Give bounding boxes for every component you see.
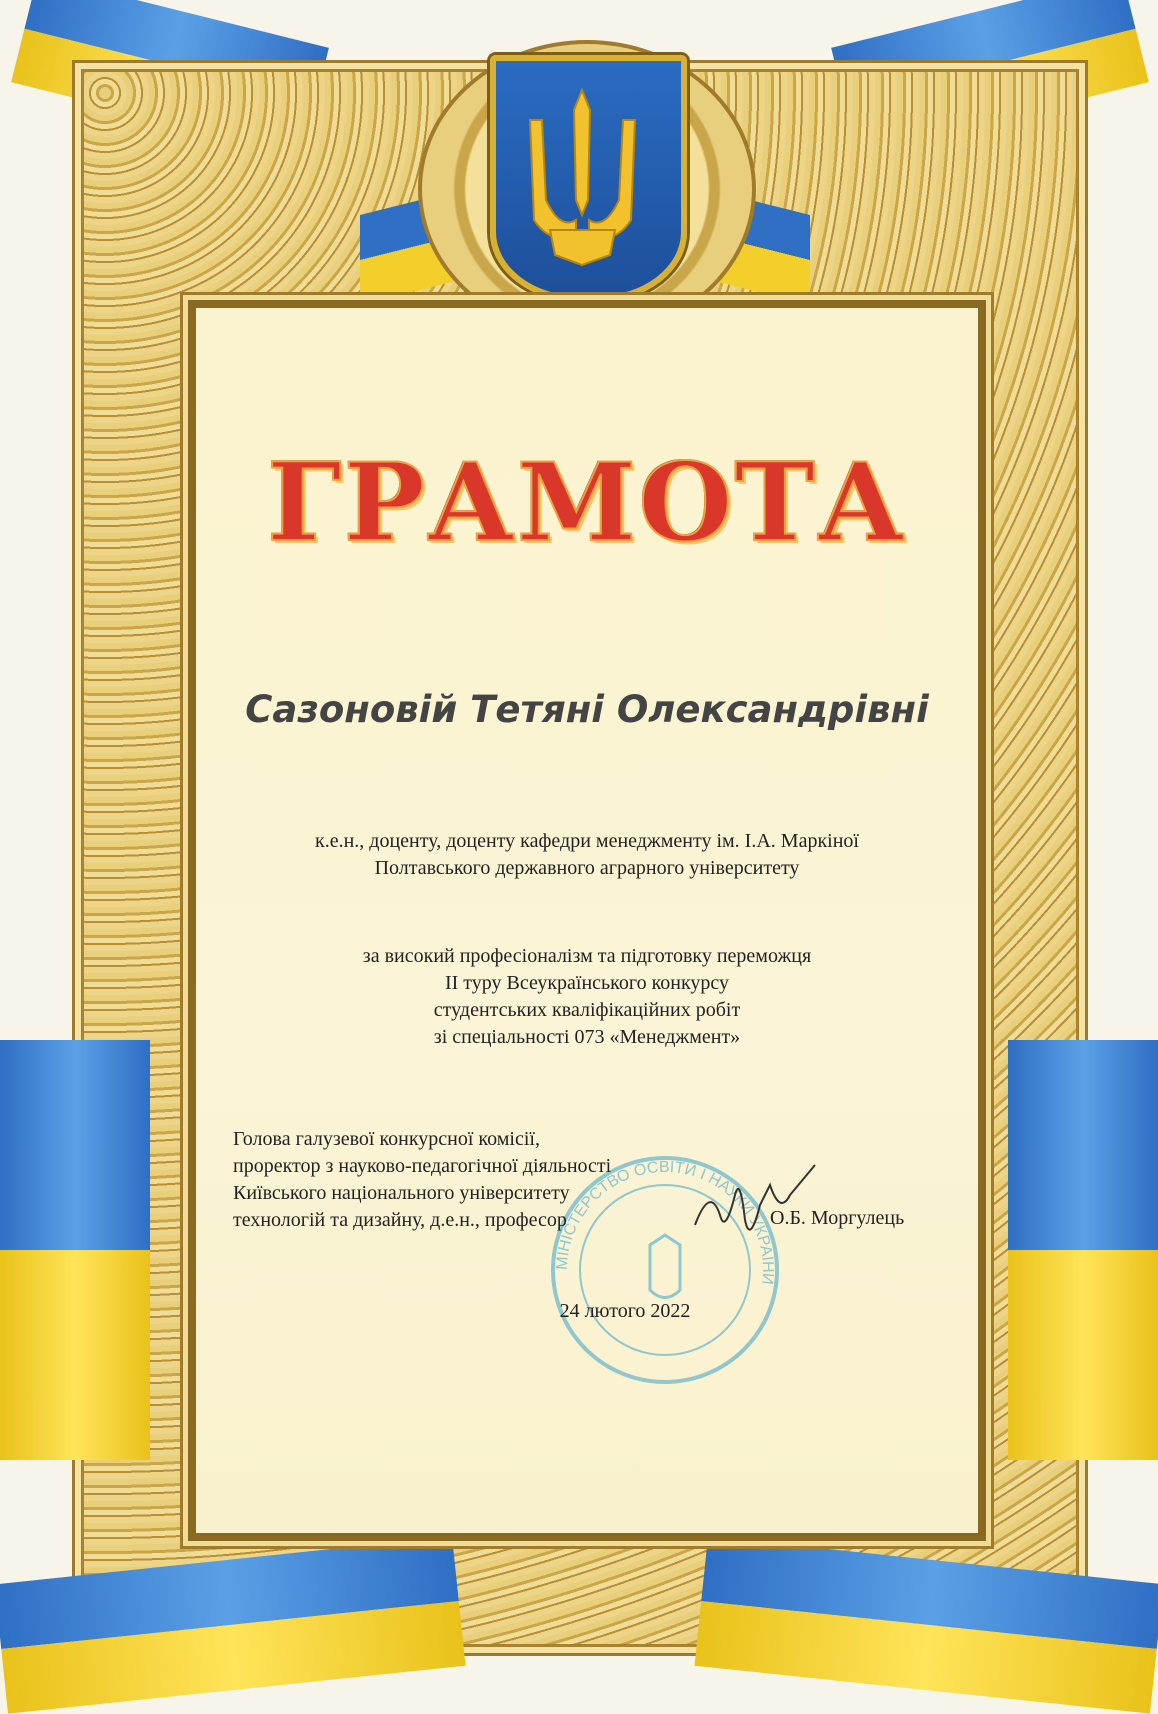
flag-bottom-right-icon (694, 1536, 1158, 1713)
flag-left-icon (0, 1040, 150, 1460)
recipient-name: Сазоновій Тетяні Олександрівні (245, 688, 929, 731)
flag-bottom-left-icon (0, 1536, 466, 1713)
handwritten-signature-icon (690, 1155, 820, 1255)
trident-coat-of-arms-icon (510, 80, 655, 270)
recipient-position (188, 828, 986, 882)
reason-line: ІІ туру Всеукраїнського конкурсу (444, 972, 730, 994)
signer-title (233, 1126, 733, 1234)
reason-line: зі спеціальності 073 «Менеджмент» (433, 1026, 741, 1048)
position-line: Полтавського державного аграрного університету (374, 857, 800, 879)
certificate-title: ГРАМОТА (267, 440, 907, 566)
reason-line: за високий професіоналізм та підготовку переможця (362, 945, 812, 967)
award-reason (188, 943, 986, 1051)
signer-line: проректор з науково-педагогічної діяльності (233, 1155, 612, 1177)
reason-line: студентських кваліфікаційних робіт (433, 999, 741, 1021)
signer-line: Київського національного університету (233, 1182, 570, 1204)
position-line: к.е.н., доценту, доценту кафедри менеджменту ім. І.А. Маркіної (315, 830, 859, 852)
signer-line: технологій та дизайну, д.е.н., професор (233, 1209, 567, 1231)
issue-date: 24 лютого 2022 (559, 1300, 691, 1322)
flag-right-icon (1008, 1040, 1158, 1460)
signer-line: Голова галузевої конкурсної комісії, (233, 1128, 540, 1150)
signer-name: О.Б. Моргулець (770, 1207, 905, 1229)
stamp-text: МІНІСТЕРСТВО ОСВІТИ І НАУКИ УКРАЇНИ (553, 1158, 777, 1286)
